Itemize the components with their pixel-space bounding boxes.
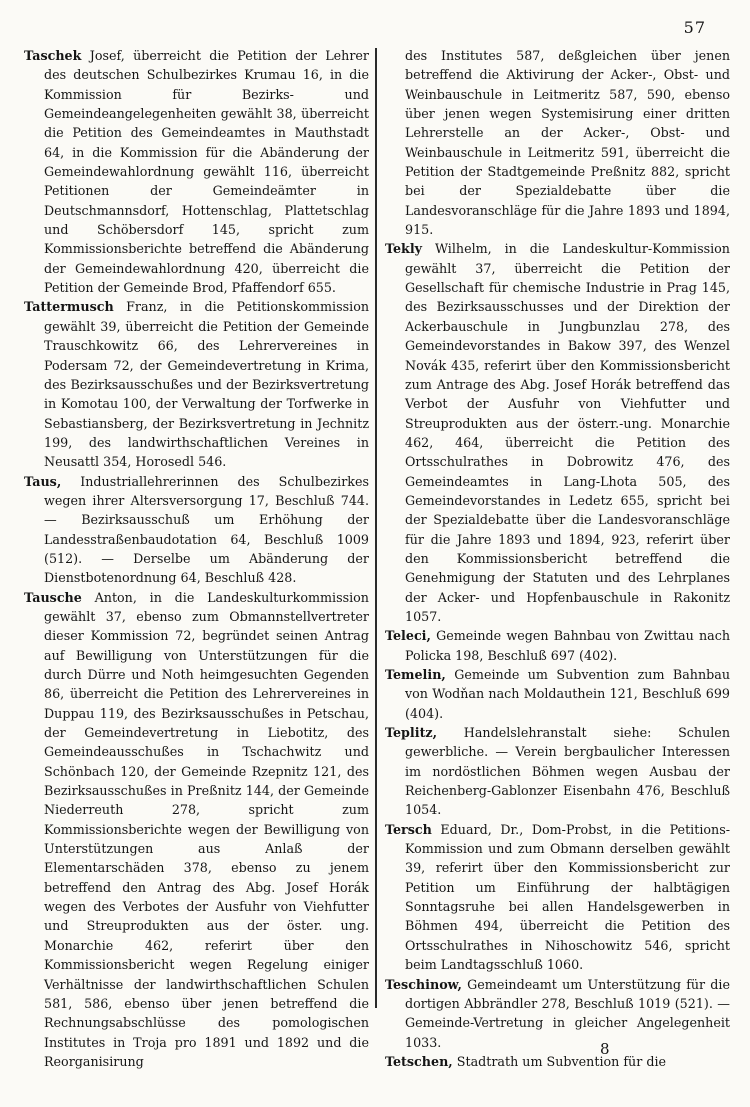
- index-entry: [385, 665, 730, 723]
- index-entry: [385, 1052, 730, 1071]
- index-entry: [385, 820, 730, 975]
- signature-mark: 8: [600, 1040, 610, 1058]
- entry-heading: Teplitz,: [385, 725, 438, 741]
- column-divider: [375, 48, 377, 1008]
- index-entry: [24, 46, 369, 297]
- entry-heading: Tekly: [385, 241, 423, 257]
- right-column: [385, 46, 730, 1069]
- entry-text: Josef, überreicht die Petition der Lehrer des deutschen Schulbezirkes Krumau 16, in die Kommission für Bezirks- und Gemeindeangelegenheiten gewählt 38, überreicht die Petition des Gemeindeamtes in Mauthstadt 64, in die Kommission für die Abänderung der Gemeindewahlordnung gewählt 116, überreicht Petitionen der Gemeindeämter in Deutschmannsdorf, Hottenschlag, Plattetschlag und Schöbersdorf 145, spricht zum Kommissionsberichte betreffend die Abänderung der Gemeindewahlordnung 420, überreicht die Petition der Gemeinde Brod, Pfaffendorf 655.: [44, 48, 369, 296]
- entry-text: Industriallehrerinnen des Schulbezirkes wegen ihrer Altersversorgung 17, Beschluß 744. — Bezirksausschuß um Erhöhung der Landesstraßenbaudotation 64, Beschluß 1009 (512). — Derselbe um Abänderung der Dienstbotenordnung 64, Beschluß 428.: [44, 473, 369, 586]
- entry-text: Eduard, Dr., Dom-Probst, in die Petitions-Kommission und zum Obmann derselben gewählt 39, referirt über den Kommissionsbericht zur Petition um Einführung der halbtägigen Sonntagsruhe bei allen Handelsgewerben in Böhmen 494, überreicht die Petition des Ortsschulrathes in Nihoschowitz 546, spricht beim Landtagsschluß 1060.: [405, 821, 730, 973]
- index-entry: [385, 723, 730, 820]
- entry-text: Anton, in die Landeskulturkommission gewählt 37, ebenso zum Obmannstellvertreter dieser Kommission 72, begründet seinen Antrag auf Bewilligung von Unterstützungen für die durch Dürre und Noth heimgesuchten Gegenden 86, überreicht die Petition des Lehrervereines in Duppau 119, des Bezirksausschußes in Petschau, der Gemeindevertretung in Liebotitz, des Gemeindeausschußes in Tschachwitz und Schönbach 120, der Gemeinde Rzepnitz 121, des Bezirksausschußes in Preßnitz 144, der Gemeinde Niederreuth 278, spricht zum Kommissionsberichte wegen der Bewilligung von Unterstützungen aus Anlaß der Elementarschäden 378, ebenso zu jenem betreffend den Antrag des Abg. Josef Horák wegen des Verbotes der Ausfuhr von Viehfutter und Streuprodukten aus der öster. ung. Monarchie 462, referirt über den Kommissionsbericht wegen Regelung einiger Verhältnisse der landwirthschaftlichen Schulen 581, 586, ebenso über jenen betreffend die Rechnungsabschlüsse des pomologischen Institutes in Troja pro 1891 und 1892 und die Reorganisirung: [44, 589, 369, 1069]
- index-entry: [385, 239, 730, 626]
- index-entry: [385, 975, 730, 1052]
- entry-text: Handelslehranstalt siehe: Schulen gewerbliche. — Verein bergbaulicher Interessen im nordöstlichen Böhmen wegen Ausbau der Reichenberg-Gablonzer Eisenbahn 476, Beschluß 1054.: [405, 725, 730, 818]
- entry-text: Gemeinde wegen Bahnbau von Zwittau nach Policka 198, Beschluß 697 (402).: [405, 628, 730, 663]
- entry-heading: Tausche: [24, 589, 82, 605]
- entry-heading: Tattermusch: [24, 299, 114, 315]
- entry-heading: Taus,: [24, 473, 62, 489]
- entry-heading: Tetschen,: [385, 1053, 453, 1069]
- entry-heading: Teschinow,: [385, 976, 462, 992]
- entry-text: Gemeinde um Subvention zum Bahnbau von Wodňan nach Moldauthein 121, Beschluß 699 (404).: [405, 667, 730, 721]
- entry-text: Stadtrath um Subvention für die: [456, 1053, 667, 1069]
- page-number: 57: [683, 18, 706, 37]
- entry-text: Gemeindeamt um Unterstützung für die dortigen Abbrändler 278, Beschluß 1019 (521). — Gemeinde-Vertretung in gleicher Angelegenheit 1033.: [405, 976, 730, 1050]
- index-entry: [24, 588, 369, 1072]
- entry-heading: Taschek: [24, 48, 82, 63]
- entry-heading: Teleci,: [385, 628, 431, 644]
- index-entry: [385, 626, 730, 665]
- entry-text: des Institutes 587, deßgleichen über jenen betreffend die Aktivirung der Acker-, Obst- und Weinbauschule in Leitmeritz 587, 590, ebenso über jenen wegen Systemisirung einer dritten Lehrerstelle an der Acker-, Obst- und Weinbauschule in Leitmeritz 591, überreicht die Petition der Stadtgemeinde Preßnitz 882, spricht bei der Spezialdebatte über die Landesvoranschläge für die Jahre 1893 und 1894, 915.: [405, 48, 730, 238]
- entry-heading: Tersch: [385, 821, 432, 837]
- entry-text: Wilhelm, in die Landeskultur-Kommission gewählt 37, überreicht die Petition der Gesellschaft für chemische Industrie in Prag 145, des Bezirksausschusses und der Direktion der Ackerbauschule in Jungbunzlau 278, des Gemeindevorstandes in Bakow 397, des Wenzel Novák 435, referirt über den Kommissionsbericht zum Antrage des Abg. Josef Horák betreffend das Verbot der Ausfuhr von Viehfutter und Streuprodukten aus der österr.-ung. Monarchie 462, 464, überreicht die Petition des Ortsschulrathes in Dobrowitz 476, des Gemeindeamtes in Lang-Lhota 505, des Gemeindevorstandes in Ledetz 655, spricht bei der Spezialdebatte über die Landesvoranschläge für die Jahre 1893 und 1894, 923, referirt über den Kommissionsbericht betreffend die Genehmigung der Statuten und des Lehrplanes der Acker- und Hopfenbauschule in Rakonitz 1057.: [405, 241, 730, 624]
- entry-text: Franz, in die Petitionskommission gewählt 39, überreicht die Petition der Gemeinde Trauschkowitz 66, des Lehrervereines in Podersam 72, der Gemeindevertretung in Krima, des Bezirksausschußes und der Bezirksvertretung in Komotau 100, der Verwaltung der Torfwerke in Sebastiansberg, der Bezirksvertretung in Jechnitz 199, des landwirthschaftlichen Vereines in Neusattl 354, Horosedl 546.: [44, 299, 369, 470]
- index-entry-continuation: [385, 46, 730, 239]
- left-column: [24, 46, 369, 1069]
- index-columns: [24, 46, 730, 1069]
- index-entry: [24, 297, 369, 471]
- entry-heading: Temelin,: [385, 667, 446, 682]
- index-entry: [24, 472, 369, 588]
